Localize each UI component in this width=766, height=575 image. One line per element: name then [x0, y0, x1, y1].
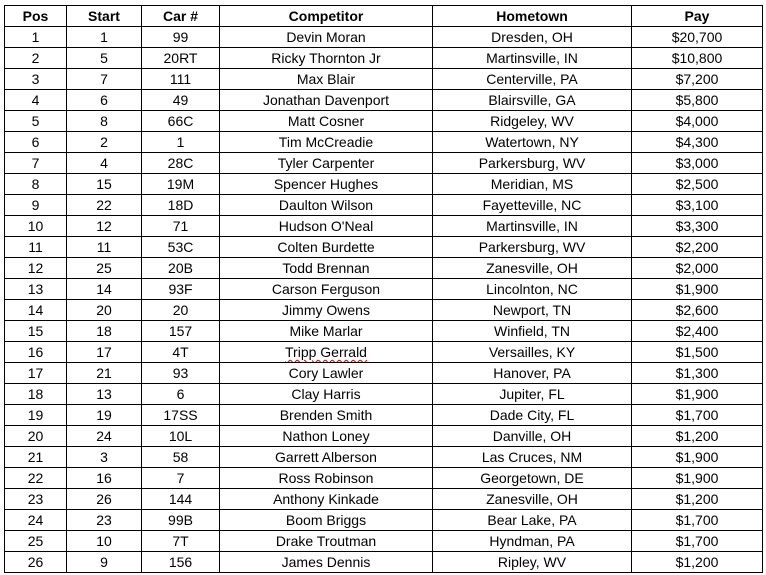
table-row: [5, 27, 763, 48]
cell-pay: $1,900: [632, 384, 763, 405]
cell-hometown: Newport, TN: [433, 300, 632, 321]
table-row: [5, 405, 763, 426]
cell-pay: $1,500: [632, 342, 763, 363]
cell-competitor: Boom Briggs: [220, 510, 433, 531]
table-body: [5, 27, 763, 573]
cell-pay: $1,200: [632, 426, 763, 447]
cell-competitor: Tim McCreadie: [220, 132, 433, 153]
table-row: [5, 300, 763, 321]
cell-pay: $4,000: [632, 111, 763, 132]
cell-start: 15: [67, 174, 142, 195]
cell-competitor: Mike Marlar: [220, 321, 433, 342]
table-row: [5, 69, 763, 90]
cell-pos: 10: [5, 216, 67, 237]
cell-pay: $5,800: [632, 90, 763, 111]
cell-pay: $7,200: [632, 69, 763, 90]
cell-start: 6: [67, 90, 142, 111]
cell-hometown: Winfield, TN: [433, 321, 632, 342]
cell-car-number: 20: [142, 300, 220, 321]
cell-competitor: Garrett Alberson: [220, 447, 433, 468]
table-row: [5, 447, 763, 468]
cell-competitor: Cory Lawler: [220, 363, 433, 384]
cell-pos: 20: [5, 426, 67, 447]
table-row: [5, 132, 763, 153]
cell-start: 7: [67, 69, 142, 90]
cell-pay: $3,300: [632, 216, 763, 237]
cell-hometown: Watertown, NY: [433, 132, 632, 153]
cell-start: 1: [67, 27, 142, 48]
cell-hometown: Georgetown, DE: [433, 468, 632, 489]
cell-hometown: Dresden, OH: [433, 27, 632, 48]
header-pos: Pos: [5, 6, 67, 27]
header-row: [5, 6, 763, 27]
cell-competitor: Max Blair: [220, 69, 433, 90]
cell-car-number: 53C: [142, 237, 220, 258]
cell-start: 8: [67, 111, 142, 132]
cell-competitor: Anthony Kinkade: [220, 489, 433, 510]
cell-car-number: 93: [142, 363, 220, 384]
cell-car-number: 17SS: [142, 405, 220, 426]
cell-start: 11: [67, 237, 142, 258]
cell-competitor: Matt Cosner: [220, 111, 433, 132]
cell-pay: $1,200: [632, 489, 763, 510]
table-row: [5, 489, 763, 510]
cell-hometown: Martinsville, IN: [433, 216, 632, 237]
cell-pos: 22: [5, 468, 67, 489]
cell-pay: $1,700: [632, 405, 763, 426]
cell-competitor: Hudson O'Neal: [220, 216, 433, 237]
cell-hometown: Zanesville, OH: [433, 489, 632, 510]
cell-pos: 4: [5, 90, 67, 111]
cell-car-number: 99B: [142, 510, 220, 531]
cell-start: 5: [67, 48, 142, 69]
cell-car-number: 6: [142, 384, 220, 405]
cell-pay: $3,000: [632, 153, 763, 174]
cell-car-number: 49: [142, 90, 220, 111]
cell-start: 17: [67, 342, 142, 363]
cell-pay: $2,600: [632, 300, 763, 321]
table-row: [5, 111, 763, 132]
cell-hometown: Bear Lake, PA: [433, 510, 632, 531]
cell-pay: $1,200: [632, 552, 763, 573]
cell-car-number: 144: [142, 489, 220, 510]
cell-hometown: Las Cruces, NM: [433, 447, 632, 468]
cell-car-number: 66C: [142, 111, 220, 132]
cell-pay: $3,100: [632, 195, 763, 216]
cell-pos: 21: [5, 447, 67, 468]
cell-pos: 16: [5, 342, 67, 363]
cell-start: 12: [67, 216, 142, 237]
cell-car-number: 10L: [142, 426, 220, 447]
cell-start: 19: [67, 405, 142, 426]
cell-hometown: Fayetteville, NC: [433, 195, 632, 216]
table-row: [5, 468, 763, 489]
cell-start: 14: [67, 279, 142, 300]
cell-start: 4: [67, 153, 142, 174]
table-row: [5, 174, 763, 195]
cell-hometown: Ripley, WV: [433, 552, 632, 573]
cell-start: 24: [67, 426, 142, 447]
table-row: [5, 321, 763, 342]
cell-pos: 19: [5, 405, 67, 426]
table-row: [5, 384, 763, 405]
cell-pos: 14: [5, 300, 67, 321]
table-row: [5, 90, 763, 111]
cell-competitor: Todd Brennan: [220, 258, 433, 279]
table-row: [5, 279, 763, 300]
cell-pos: 18: [5, 384, 67, 405]
cell-competitor: Ricky Thornton Jr: [220, 48, 433, 69]
cell-start: 18: [67, 321, 142, 342]
cell-competitor: Brenden Smith: [220, 405, 433, 426]
cell-start: 13: [67, 384, 142, 405]
cell-pos: 5: [5, 111, 67, 132]
cell-start: 25: [67, 258, 142, 279]
cell-hometown: Hyndman, PA: [433, 531, 632, 552]
cell-hometown: Versailles, KY: [433, 342, 632, 363]
cell-pay: $1,900: [632, 447, 763, 468]
cell-pos: 6: [5, 132, 67, 153]
table-row: [5, 258, 763, 279]
table-header: [5, 6, 763, 27]
cell-pay: $2,000: [632, 258, 763, 279]
cell-hometown: Danville, OH: [433, 426, 632, 447]
table-row: [5, 363, 763, 384]
cell-pos: 12: [5, 258, 67, 279]
header-pay: Pay: [632, 6, 763, 27]
cell-pos: 15: [5, 321, 67, 342]
cell-hometown: Lincolnton, NC: [433, 279, 632, 300]
cell-pos: 9: [5, 195, 67, 216]
cell-car-number: 99: [142, 27, 220, 48]
cell-pay: $10,800: [632, 48, 763, 69]
cell-car-number: 157: [142, 321, 220, 342]
cell-start: 21: [67, 363, 142, 384]
cell-car-number: 93F: [142, 279, 220, 300]
cell-pay: $2,500: [632, 174, 763, 195]
table-row: [5, 531, 763, 552]
cell-hometown: Centerville, PA: [433, 69, 632, 90]
cell-competitor: [220, 342, 433, 363]
cell-competitor: Colten Burdette: [220, 237, 433, 258]
cell-pos: 24: [5, 510, 67, 531]
cell-start: 2: [67, 132, 142, 153]
cell-hometown: Parkersburg, WV: [433, 237, 632, 258]
cell-competitor: Jonathan Davenport: [220, 90, 433, 111]
cell-competitor: Daulton Wilson: [220, 195, 433, 216]
cell-competitor: Carson Ferguson: [220, 279, 433, 300]
cell-competitor: Devin Moran: [220, 27, 433, 48]
cell-car-number: 4T: [142, 342, 220, 363]
cell-car-number: 71: [142, 216, 220, 237]
cell-car-number: 20B: [142, 258, 220, 279]
cell-start: 23: [67, 510, 142, 531]
cell-start: 20: [67, 300, 142, 321]
cell-pay: $1,700: [632, 531, 763, 552]
cell-pos: 11: [5, 237, 67, 258]
cell-pos: 26: [5, 552, 67, 573]
cell-car-number: 20RT: [142, 48, 220, 69]
cell-car-number: 111: [142, 69, 220, 90]
cell-pos: 3: [5, 69, 67, 90]
cell-pos: 13: [5, 279, 67, 300]
cell-pay: $2,200: [632, 237, 763, 258]
table-row: [5, 510, 763, 531]
cell-start: 10: [67, 531, 142, 552]
table-row: [5, 216, 763, 237]
table-row: [5, 195, 763, 216]
table-row: [5, 426, 763, 447]
cell-start: 22: [67, 195, 142, 216]
header-competitor: Competitor: [220, 6, 433, 27]
cell-hometown: Martinsville, IN: [433, 48, 632, 69]
cell-pos: 17: [5, 363, 67, 384]
cell-hometown: Blairsville, GA: [433, 90, 632, 111]
cell-pos: 2: [5, 48, 67, 69]
cell-pos: 7: [5, 153, 67, 174]
cell-pos: 23: [5, 489, 67, 510]
cell-pay: $1,900: [632, 468, 763, 489]
cell-car-number: 28C: [142, 153, 220, 174]
cell-competitor: Clay Harris: [220, 384, 433, 405]
cell-hometown: Parkersburg, WV: [433, 153, 632, 174]
cell-competitor: Jimmy Owens: [220, 300, 433, 321]
cell-competitor: Nathon Loney: [220, 426, 433, 447]
cell-car-number: 18D: [142, 195, 220, 216]
cell-car-number: 58: [142, 447, 220, 468]
cell-pos: 8: [5, 174, 67, 195]
cell-pay: $20,700: [632, 27, 763, 48]
cell-pos: 25: [5, 531, 67, 552]
cell-pay: $2,400: [632, 321, 763, 342]
cell-car-number: 7: [142, 468, 220, 489]
cell-start: 16: [67, 468, 142, 489]
cell-competitor: Ross Robinson: [220, 468, 433, 489]
cell-competitor: Tyler Carpenter: [220, 153, 433, 174]
cell-car-number: 156: [142, 552, 220, 573]
cell-hometown: Zanesville, OH: [433, 258, 632, 279]
cell-competitor: Drake Troutman: [220, 531, 433, 552]
cell-start: 26: [67, 489, 142, 510]
cell-start: 3: [67, 447, 142, 468]
cell-pay: $1,300: [632, 363, 763, 384]
cell-pos: 1: [5, 27, 67, 48]
header-start: Start: [67, 6, 142, 27]
cell-pay: $1,900: [632, 279, 763, 300]
cell-hometown: Dade City, FL: [433, 405, 632, 426]
table-row: [5, 342, 763, 363]
spellcheck-flagged-text: Tripp Gerrald: [285, 344, 367, 360]
table-row: [5, 552, 763, 573]
cell-hometown: Jupiter, FL: [433, 384, 632, 405]
table-row: [5, 48, 763, 69]
table-row: [5, 237, 763, 258]
cell-hometown: Meridian, MS: [433, 174, 632, 195]
cell-pay: $1,700: [632, 510, 763, 531]
cell-car-number: 19M: [142, 174, 220, 195]
header-car-number: Car #: [142, 6, 220, 27]
cell-competitor: James Dennis: [220, 552, 433, 573]
cell-car-number: 7T: [142, 531, 220, 552]
cell-hometown: Hanover, PA: [433, 363, 632, 384]
cell-pay: $4,300: [632, 132, 763, 153]
cell-competitor: Spencer Hughes: [220, 174, 433, 195]
header-hometown: Hometown: [433, 6, 632, 27]
results-table: [4, 5, 763, 573]
table-row: [5, 153, 763, 174]
cell-car-number: 1: [142, 132, 220, 153]
cell-hometown: Ridgeley, WV: [433, 111, 632, 132]
cell-start: 9: [67, 552, 142, 573]
